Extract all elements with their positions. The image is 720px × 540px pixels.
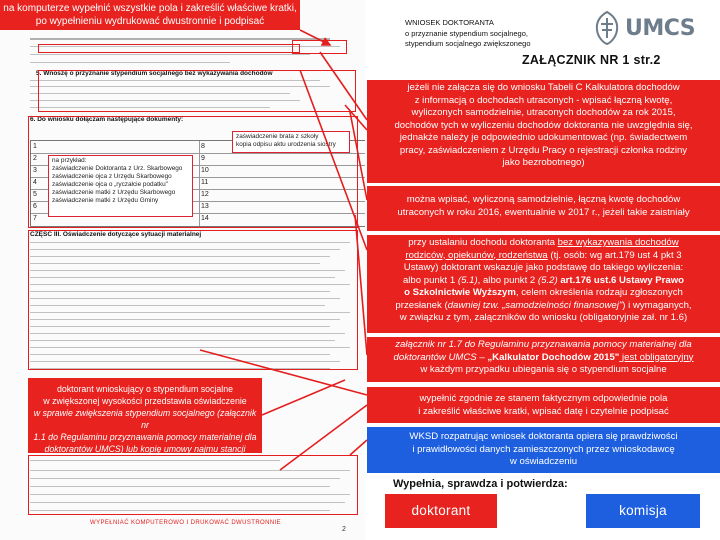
arrow (262, 380, 345, 415)
header-title-line: o przyznanie stypendium socjalnego, (405, 28, 528, 38)
callout-line: wypełnić zgodnie ze stanem faktycznym odpowiednie pola (419, 393, 668, 404)
callout-line: wyliczonych samodzielnie, utraconych dochodów za rok 2015, (411, 107, 676, 118)
footer-print-note: WYPEŁNIAĆ KOMPUTEROWO I DRUKOWAĆ DWUSTRONNIE (90, 520, 282, 526)
callout-line: doktorantów UMCS – „Kalkulator Dochodów 2015" jest obligatoryjny (393, 351, 694, 363)
header-title-line: stypendium socjalnego zwiększonego (405, 39, 531, 48)
doc-heading-6: 6. Do wniosku dołączam następujące dokumenty: (30, 116, 184, 123)
callout-line: jeżeli nie załącza się do wniosku Tabeli C Kalkulatora dochodów (407, 82, 680, 93)
callout-line: w zwiększonej wysokości przedstawia oświadczenie (43, 396, 247, 406)
callout-line: w każdym przypadku ubiegania się o stypendium socjalne (420, 364, 667, 375)
callout-line: jako bezrobotnego) (502, 157, 585, 168)
arrow (200, 350, 367, 395)
arrow (280, 405, 367, 470)
callout-line: 1.1 do Regulaminu przyznawania pomocy materialnej dla (33, 432, 257, 442)
examples-line: na przykład: (52, 157, 87, 164)
bottom-fill-label: Wypełnia, sprawdza i potwierdza: (393, 478, 568, 490)
arrow (345, 105, 367, 130)
examples-line: zaświadczenie ojca o „ryczałcie podatku" (52, 181, 168, 188)
callout-line: doktorant wnioskujący o stypendium socjalne (56, 384, 234, 394)
callout-line: Ustawy) doktorant wskazuje jako podstawę do takiego wyliczenia: (403, 262, 684, 273)
arrow (300, 30, 330, 45)
callout-line: pracy, zaświadczeniem z Urzędu Pracy o rejestracji członka rodziny (399, 144, 688, 156)
callout-line: w związku z tym, załączników do wniosku (obligatoryjnie zał. nr 1.6) (399, 312, 688, 323)
doktorant-badge: doktorant (385, 494, 497, 528)
school-line: zaświadczenie brata z szkoły (236, 133, 319, 140)
arrow (300, 70, 367, 250)
komisja-badge: komisja (586, 494, 700, 528)
row-number: 9 (201, 155, 205, 162)
callout-line: dochodów tych w wyliczeniu dochodów doktoranta nie uwzględnia się, (394, 119, 693, 131)
top-instruction-note: na komputerze wypełnić wszystkie pola i zakreślić właściwe kratki, po wypełnieniu wydrukować dwustronnie i podpisać (0, 0, 300, 30)
callout-line: z informacją o dochodach utraconych - wpisać łączną kwotę, (414, 94, 673, 106)
doc-heading-5: 5. Wnoszę o przyznanie stypendium socjalnego bez wykazywania dochodów (36, 70, 273, 77)
arrow (320, 52, 367, 120)
row-number: 1 (33, 143, 37, 150)
callout-line: jednakże należy je odpowiednio udokumentować (np. świadectwem (399, 132, 688, 143)
callout-line: WKSD rozpatrując wniosek doktoranta opiera się prawdziwości (409, 431, 678, 442)
callout-line: o Szkolnictwie Wyższym, celem określenia rodzaju zgłoszonych (404, 287, 683, 298)
row-number: 14 (201, 215, 209, 222)
callout-line: załącznik nr 1.7 do Regulaminu przyznawania pomocy materialnej dla (395, 339, 692, 350)
callout-line: i prawidłowości danych zamieszczonych przez wnioskodawcę (412, 443, 675, 455)
arrow (350, 112, 367, 200)
row-number: 3 (33, 167, 37, 174)
callout-line: doktorantów UMCS) lub kopię umowy najmu stancji (44, 444, 246, 454)
row-number: 7 (33, 215, 37, 222)
examples-line: zaświadczenie matki z Urzędu Gminy (52, 197, 159, 204)
row-number: 6 (33, 203, 37, 210)
row-number: 5 (33, 191, 37, 198)
callout-line: i zakreślić właściwe kratki, wpisać datę i czytelnie podpisać (418, 405, 669, 417)
header-title-line: WNIOSEK DOKTORANTA (405, 18, 494, 27)
row-number: 4 (33, 179, 37, 186)
row-number: 12 (201, 191, 209, 198)
callout-line: przy ustalaniu dochodu doktoranta bez wykazywania dochodów (408, 237, 679, 248)
examples-line: zaświadczenie ojca z Urzędu Skarbowego (52, 173, 172, 180)
page-number: 2 (342, 526, 346, 533)
doc-section-3: CZĘŚĆ III. Oświadczenie dotyczące sytuacji materialnej (30, 231, 202, 238)
callout-line: rodziców, opiekunów, rodzeństwa (tj. osób: wg art.179 ust 4 pkt 3 (405, 249, 682, 261)
callout-line: można wpisać, wyliczoną samodzielnie, łączną kwotę dochodów (406, 194, 681, 205)
examples-line: zaświadczenie matki z Urzędu Skarbowego (52, 189, 176, 196)
row-number: 11 (201, 179, 209, 186)
row-number: 8 (201, 143, 205, 150)
row-number: 10 (201, 167, 209, 174)
callout-line: albo punkt 1 (5.1), albo punkt 2 (5.2) art.176 ust.6 Ustawy Prawo (402, 274, 685, 286)
examples-line: zaświadczenie Doktoranta z Urz. Skarbowego (52, 165, 183, 172)
umcs-logo-text: UMCS (625, 16, 696, 41)
callout-line: w oświadczeniu (509, 456, 578, 467)
row-number: 2 (33, 155, 37, 162)
callout-line: przesłanek (dawniej tzw. „samodzielności finansowej") i wymaganych, (395, 299, 692, 311)
school-line: kopia odpisu aktu urodzenia siostry (236, 141, 336, 148)
arrow (350, 440, 367, 455)
callout-line: utraconych w roku 2016, ewentualnie w 2017 r., jeżeli takie zaistniały (397, 206, 690, 218)
callout-line: w sprawie zwiększenia stypendium socjalnego (załącznik nr (33, 408, 257, 430)
row-number: 13 (201, 203, 209, 210)
attachment-label: ZAŁĄCZNIK NR 1 str.2 (522, 53, 661, 67)
